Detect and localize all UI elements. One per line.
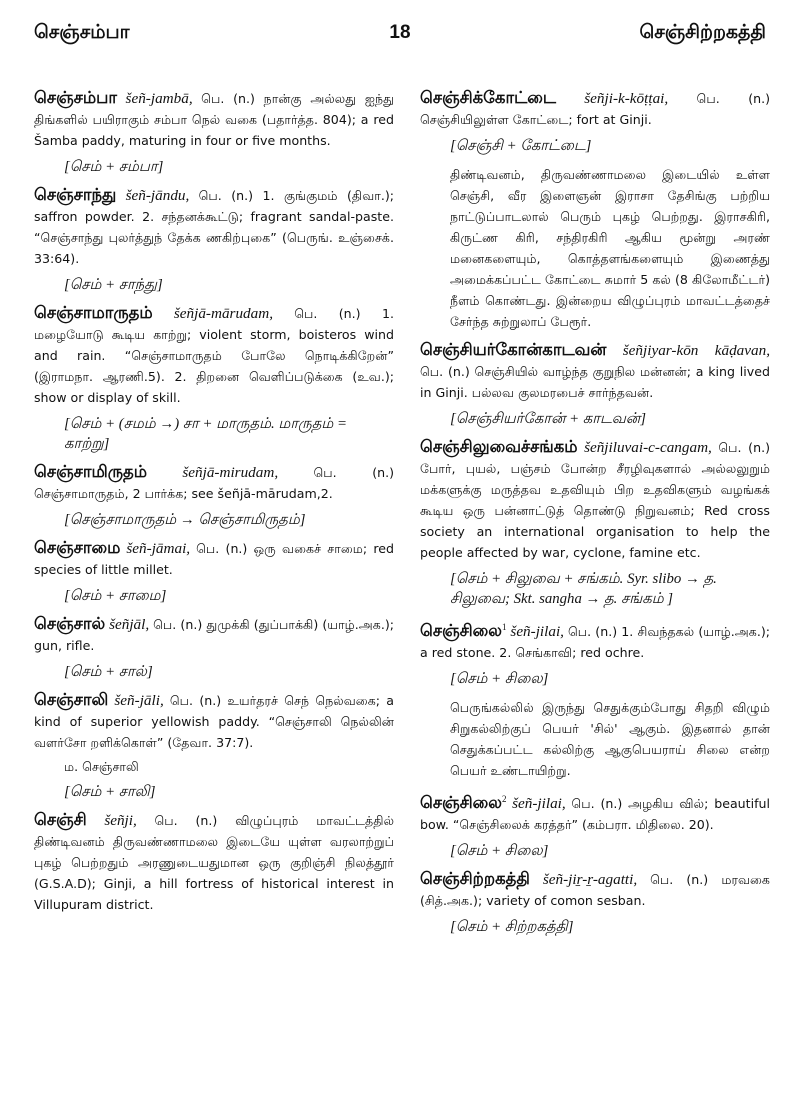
headword: செஞ்சாலி <box>34 691 109 709</box>
entry <box>34 462 394 504</box>
headword: செஞ்சிற்றகத்தி <box>420 870 530 889</box>
homonym-number: 1 <box>501 622 507 632</box>
entry <box>420 789 770 835</box>
headword: செஞ்சிலுவைச்சங்கம் <box>420 438 578 456</box>
transliteration: šeñji-k-kōṭṭai, <box>584 90 669 107</box>
headword: செஞ்சாந்து <box>34 186 117 204</box>
definition: பெ. (n.) செஞ்சியில் வாழ்ந்த குறுநில மன்னன்; a king lived in Ginji. பல்லவ குலமரபைச் சார்ந்தவன். <box>420 364 770 400</box>
etymology: [செம் + சாலி] <box>64 784 156 800</box>
etymology: [செம் + சால்] <box>64 664 153 680</box>
headword: செஞ்சிக்கோட்டை <box>420 89 556 107</box>
transliteration: šeñjā-mirudam, <box>182 464 279 481</box>
transliteration: šeñjiyar-kōn kāḍavan, <box>622 342 770 359</box>
explanatory-note: திண்டிவனம், திருவண்ணாமலை இடையில் உள்ள செஞ்சி, வீர இளைஞன் இராசா தேசிங்கு பற்றிய நாட்டுப்பாடலால் பெரும் புகழ் பெற்றது. இராசகிரி, கிருட்ண கிரி, சந்திரகிரி ஆகிய மூன்று அரண் மனைகளையும், கொத்தளங்களையும் இணைத்து அமைக்கப்பட்ட கோட்டை சுமார் 5 கல் (8 கிலோமீட்டர்) நீளம் கொண்டது. இன்றைய விழுப்புரம் மாவட்டத்தைச் சேர்ந்த சுற்றுலாப் பேரூர். <box>450 167 770 329</box>
transliteration: šeñ-jāmai, <box>126 540 191 557</box>
headword: செஞ்சாமாருதம் <box>34 304 153 322</box>
etymology: [செம் + சிலுவை + சங்கம். Syr. slibo → த. சிலுவை; Skt. sangha → த. சங்கம் ] <box>450 571 717 607</box>
definition: பெ. (n.) துமுக்கி (துப்பாக்கி) (யாழ்.அக.); gun, rifle. <box>34 617 395 653</box>
definition: பெ. (n.) 1. சிவந்தகல் (யாழ்.அக.); a red stone. 2. செங்காவி; red ochre. <box>420 624 770 661</box>
etymology: [செஞ்சாமாருதம் → செஞ்சாமிருதம்] <box>64 512 306 528</box>
etymology: [செம் + சாந்து] <box>64 277 163 293</box>
transliteration: šeñ-jāli, <box>114 692 164 709</box>
transliteration: šeñ-jāndu, <box>125 187 190 204</box>
definition: பெ. (n.) 1. மழையோடு கூடிய காற்று; violent storm, boisteros wind and rain. “செஞ்சாமாருதம் போலே நொடிக்கிறேன்” (இராமநா. ஆரணி.5). 2. திறனை வெளிப்படுக்கை (உவ.); show or display of skill. <box>34 306 394 405</box>
headword: செஞ்சாமை <box>34 539 121 557</box>
headword: செஞ்சிலை <box>420 794 502 813</box>
entry <box>34 690 394 753</box>
entry <box>420 869 770 911</box>
definition: பெ. (n.) செஞ்சாமாருதம், 2 பார்க்க; see šeñjā-mārudam,2. <box>34 465 395 501</box>
etymology: [செம் + சாமை] <box>64 588 167 604</box>
header-first-word: செஞ்சம்பா <box>34 22 130 43</box>
entry <box>420 340 770 403</box>
etymology: [செம் + சம்பா] <box>64 159 164 175</box>
etymology: [செம் + சிற்றகத்தி] <box>450 919 574 936</box>
etymology: [செம் + சிலை] <box>450 671 549 688</box>
etymology: [செஞ்சி + கோட்டை] <box>450 138 592 154</box>
entry <box>34 538 394 580</box>
entry <box>34 88 394 151</box>
transliteration: šeñ-jilai, <box>510 623 564 641</box>
entry <box>420 617 770 663</box>
left-column <box>34 88 394 921</box>
headword: செஞ்சிலை <box>420 622 502 641</box>
headword: செஞ்சி <box>34 811 87 829</box>
page-header <box>34 22 766 56</box>
headword: செஞ்சியர்கோன்காடவன் <box>420 341 607 359</box>
headword: செஞ்சாமிருதம் <box>34 463 148 481</box>
transliteration: šeñ-jilai, <box>512 795 566 813</box>
entry <box>34 185 394 269</box>
transliteration: šeñjāl, <box>109 616 150 633</box>
etymology: [செம் + சிலை] <box>450 843 549 860</box>
entry <box>34 614 394 656</box>
entry <box>420 88 770 130</box>
transliteration: šeñjiluvai-c-cangam, <box>584 439 712 456</box>
transliteration: šeñ-jambā, <box>125 90 193 107</box>
headword: செஞ்சம்பா <box>34 89 118 107</box>
etymology: [செம் + (சமம் →) சா + மாருதம். மாருதம் = காற்று] <box>64 416 347 452</box>
definition: பெ. (n.) செஞ்சியிலுள்ள கோட்டை; fort at Ginji. <box>420 91 771 127</box>
definition: பெ. (n.) விழுப்புரம் மாவட்டத்தில் திண்டிவனம் திருவண்ணாமலை இடையே யுள்ள வரலாற்றுப் புகழ் பெற்றதும் அரணுடையதுமான ஒரு குறிஞ்சி நிலத்தூர் (G.S.A.D); Ginji, a hill fortress of historical interest in Villupuram district. <box>34 813 395 912</box>
transliteration: šeñ-jir̠-r̠-agatti, <box>542 871 638 889</box>
definition: பெ. (n.) 1. குங்குமம் (திவா.); saffron powder. 2. சந்தனக்கூட்டு; fragrant sandal-paste. “செஞ்சாந்து புலர்த்துந் தேக்க ணகிற்புகை” (பெருங். உஞ்சைக். 33:64). <box>34 188 395 266</box>
definition: பெ. (n.) அழகிய வில்; beautiful bow. “செஞ்சிலைக் கரத்தர்” (கம்பரா. மிதிலை. 20). <box>420 796 770 833</box>
right-column <box>420 88 770 945</box>
etymology: [செஞ்சியர்கோன் + காடவன்] <box>450 411 647 427</box>
entry <box>34 810 394 915</box>
entry <box>34 303 394 408</box>
page-number: 18 <box>389 22 411 43</box>
headword: செஞ்சால் <box>34 615 106 633</box>
definition: பெ. (n.) ஒரு வகைச் சாமை; red species of little millet. <box>34 541 395 577</box>
homonym-number: 2 <box>501 794 507 805</box>
definition: பெ. (n.) நான்கு அல்லது ஐந்து திங்களில் பயிராகும் சம்பா நெல் வகை (பதார்த்த. 804); a red Šamba paddy, maturing in four or five months. <box>34 91 394 148</box>
entry <box>420 437 770 563</box>
cognate: ம. செஞ்சாலி <box>64 759 139 774</box>
header-last-word: செஞ்சிற்றகத்தி <box>639 22 766 43</box>
definition: பெ. (n.) உயர்தரச் செந் நெல்வகை; a kind of superior yellowish paddy. “செஞ்சாலி நெல்லின் வளர்சோ றளிக்கொள்” (தேவா. 37:7). <box>34 693 395 750</box>
explanatory-note: பெருங்கல்லில் இருந்து செதுக்கும்போது சிதறி விழும் சிறுகல்லிற்குப் பெயர் 'சில்' ஆகும். இதனால் தான் செதுக்கப்பட்ட கல்லிற்கு ஆகுபெயராய் சிலை என்ற பெயர் உண்டாயிற்று. <box>450 700 770 779</box>
definition: பெ. (n.) மரவகை (சித்.அக.); variety of comon sesban. <box>420 872 770 909</box>
definition: பெ. (n.) போர், புயல், பஞ்சம் போன்ற சீரழிவுகளால் அல்லலுறும் மக்களுக்கு மருத்தவ உதவியும் பிற உதவிகளும் வழங்கக் கூடிய ஒரு பன்னாட்டுத் தொண்டு நிறுவனம்; Red cross society an international organisation to help the people affected by war, cyclone, famine etc. <box>420 440 770 560</box>
transliteration: šeñjā-mārudam, <box>173 305 274 322</box>
transliteration: šeñji, <box>104 812 137 829</box>
